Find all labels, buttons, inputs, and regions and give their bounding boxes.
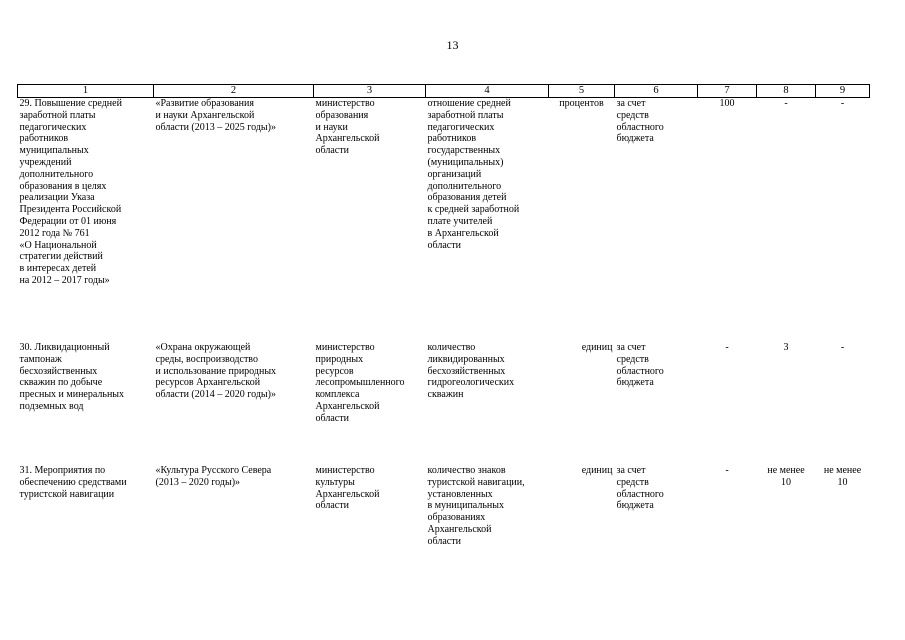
value-col8-cell: - xyxy=(784,98,788,109)
value-col8-cell: не менее 10 xyxy=(767,465,805,488)
col-header-9: 9 xyxy=(816,85,870,98)
header-row xyxy=(18,85,870,98)
measures-table xyxy=(17,84,870,565)
col-header-1: 1 xyxy=(18,85,154,98)
col-header-6: 6 xyxy=(615,85,698,98)
value-col8-cell: 3 xyxy=(783,342,789,353)
col-header-8: 8 xyxy=(757,85,816,98)
value-col7-cell: - xyxy=(725,342,729,353)
page-number: 13 xyxy=(446,38,459,52)
value-col9-cell: не менее 10 xyxy=(823,465,862,488)
col-header-5: 5 xyxy=(549,85,615,98)
unit-cell: единиц xyxy=(581,342,613,353)
unit-cell: единиц xyxy=(581,465,613,476)
funding-cell: за счет средств областного бюджета xyxy=(616,98,664,145)
program-cell: «Культура Русского Севера (2013 – 2020 годы)» xyxy=(155,465,272,488)
value-col7-cell: 100 xyxy=(719,98,735,109)
col-header-3: 3 xyxy=(314,85,426,98)
table-row xyxy=(18,465,870,565)
value-col7-cell: - xyxy=(725,465,729,476)
funding-cell: за счет средств областного бюджета xyxy=(616,465,664,512)
table-row xyxy=(18,342,870,465)
funding-cell: за счет средств областного бюджета xyxy=(616,342,664,389)
measure-name-cell: 31. Мероприятия по обеспечению средствами туристской навигации xyxy=(19,465,127,500)
col-header-2: 2 xyxy=(154,85,314,98)
value-col9-cell: - xyxy=(840,98,845,109)
indicator-cell: отношение средней заработной платы педагогических работников государственных (муниципальных) организаций дополнительного образования детей к средней заработной плате учителей в Архангельской области xyxy=(427,98,520,251)
executor-cell: министерство образования и науки Архангельской области xyxy=(315,98,380,157)
unit-cell: процентов xyxy=(559,98,604,109)
value-col9-cell: - xyxy=(840,342,845,353)
program-cell: «Развитие образования и науки Архангельской области (2013 – 2025 годы)» xyxy=(155,98,276,133)
indicator-cell: количество ликвидированных бесхозяйственных гидрогеологических скважин xyxy=(427,342,515,401)
col-header-4: 4 xyxy=(426,85,549,98)
indicator-cell: количество знаков туристской навигации, установленных в муниципальных образованиях Архангельской области xyxy=(427,465,525,547)
executor-cell: министерство природных ресурсов лесопромышленного комплекса Архангельской области xyxy=(315,342,405,424)
table-row xyxy=(18,98,870,343)
executor-cell: министерство культуры Архангельской области xyxy=(315,465,380,512)
col-header-7: 7 xyxy=(698,85,757,98)
measure-name-cell: 29. Повышение средней заработной платы педагогических работников муниципальных учреждений дополнительного образования в целях реализации Указа Президента Российской Федерации от 01 июня 2012 года № 761 «О Национальной стратегии действий в интересах детей на 2012 – 2017 годы» xyxy=(19,98,122,286)
measure-name-cell: 30. Ликвидационный тампонаж бесхозяйственных скважин по добыче пресных и минеральных подземных вод xyxy=(19,342,125,412)
program-cell: «Охрана окружающей среды, воспроизводство и использование природных ресурсов Архангельской области (2014 – 2020 годы)» xyxy=(155,342,277,401)
